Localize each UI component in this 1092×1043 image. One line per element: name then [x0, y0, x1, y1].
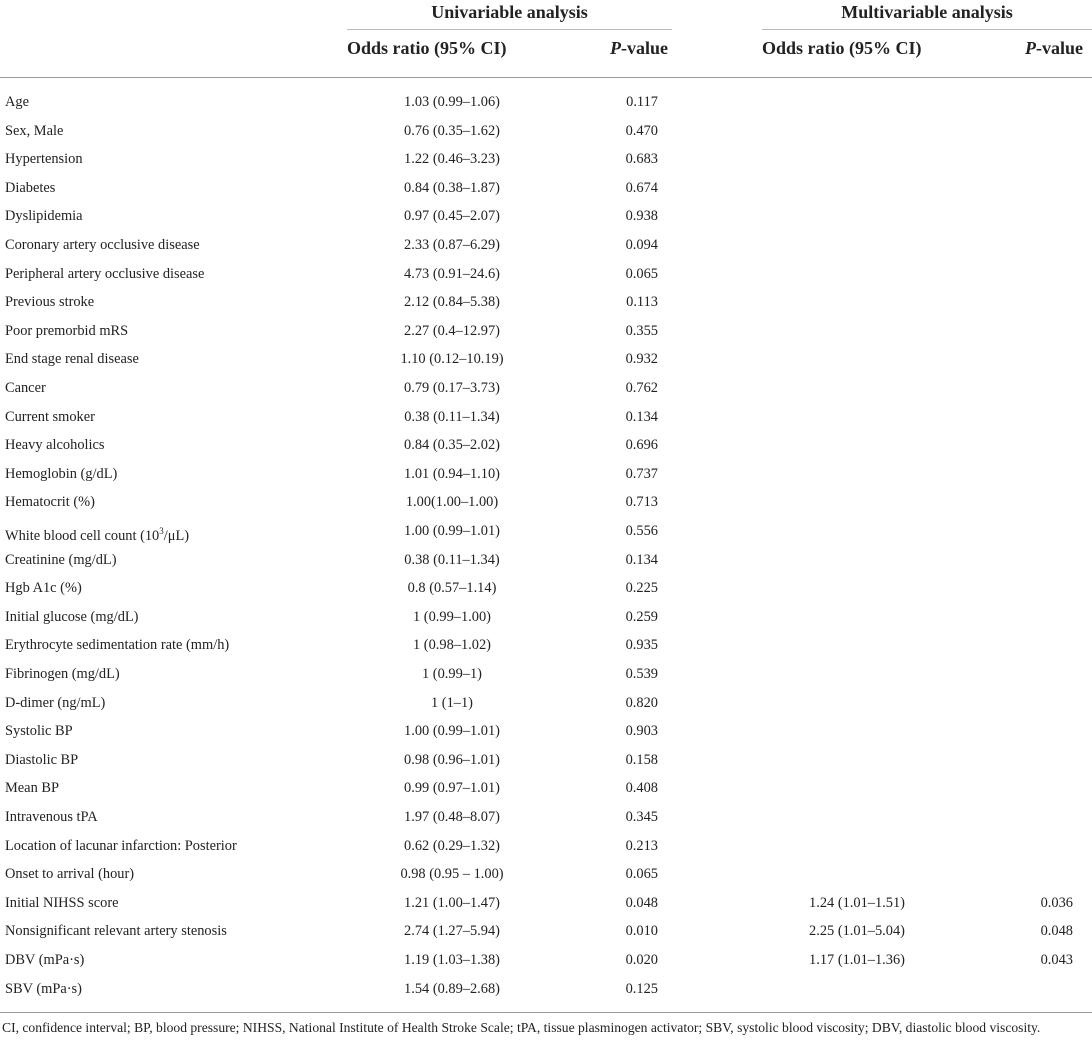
variable-cell: Initial NIHSS score [5, 894, 119, 911]
uni-or-cell: 1.21 (1.00–1.47) [404, 894, 500, 911]
table-row [0, 517, 1092, 545]
table-row [0, 117, 1092, 145]
uni-p-cell: 0.010 [625, 923, 658, 940]
multi-or-cell: 2.25 (1.01–5.04) [809, 923, 905, 940]
uni-p-cell: 0.065 [625, 866, 658, 883]
variable-cell: Sex, Male [5, 122, 64, 139]
variable-cell: Dyslipidemia [5, 208, 83, 225]
variable-cell: Hgb A1c (%) [5, 580, 82, 597]
table-row [0, 174, 1092, 202]
uni-or-cell: 0.99 (0.97–1.01) [404, 780, 500, 797]
footnote: CI, confidence interval; BP, blood pressure; NIHSS, National Institute of Health Stroke Scale; tPA, tissue plasminogen activator; SBV, systolic blood viscosity; DBV, diastolic blood viscosity. [2, 1020, 1041, 1035]
variable-cell: Location of lacunar infarction: Posterior [5, 837, 237, 854]
uni-p-cell: 0.065 [625, 265, 658, 282]
table-row [0, 917, 1092, 945]
uni-p-cell: 0.113 [626, 294, 658, 311]
variable-cell: Heavy alcoholics [5, 437, 105, 454]
uni-or-cell: 0.38 (0.11–1.34) [404, 408, 500, 425]
variable-cell: Diastolic BP [5, 751, 79, 768]
uni-p-cell: 0.674 [625, 179, 658, 196]
uni-or-cell: 2.33 (0.87–6.29) [404, 237, 500, 253]
multi-p-cell: 0.043 [1040, 952, 1073, 968]
uni-p-cell: 0.355 [625, 322, 658, 339]
bottom-rule [0, 1012, 1092, 1013]
uni-p-cell: 0.539 [625, 666, 658, 682]
table-row [0, 975, 1092, 1003]
uni-p-cell: 0.158 [625, 751, 658, 768]
uni-or-cell: 1 (1–1) [431, 694, 473, 711]
table-row [0, 345, 1092, 373]
variable-cell: Hemoglobin (g/dL) [5, 465, 118, 482]
table-row [0, 202, 1092, 230]
uni-p-cell: 0.048 [625, 894, 658, 911]
uni-or-cell: 1.00 (0.99–1.01) [404, 723, 500, 740]
uni-or-cell: 1.00 (0.99–1.01) [404, 523, 500, 539]
table-row [0, 317, 1092, 345]
variable-cell: Current smoker [5, 408, 95, 425]
table-row [0, 546, 1092, 574]
uni-p-cell: 0.134 [625, 408, 658, 425]
variable-cell: Onset to arrival (hour) [5, 866, 135, 883]
uni-or-cell: 0.62 (0.29–1.32) [404, 837, 500, 854]
uni-p-cell: 0.903 [625, 723, 658, 740]
uni-p-cell: 0.556 [625, 523, 658, 539]
uni-or-cell: 0.98 (0.95 – 1.00) [400, 866, 504, 883]
uni-or-cell: 1.00(1.00–1.00) [405, 494, 499, 511]
variable-cell: Previous stroke [5, 294, 95, 311]
table-row [0, 631, 1092, 659]
uni-or-cell: 4.73 (0.91–24.6) [404, 265, 500, 282]
table-row [0, 374, 1092, 402]
variable-cell: SBV (mPa·s) [5, 980, 82, 997]
table-row [0, 860, 1092, 888]
uni-p-cell: 0.259 [625, 608, 658, 625]
uni-p-cell: 0.225 [625, 580, 658, 597]
variable-cell: Age [5, 94, 29, 110]
variable-cell: Diabetes [5, 179, 56, 196]
uni-or-cell: 0.8 (0.57–1.14) [407, 580, 497, 597]
variable-cell: D-dimer (ng/mL) [5, 694, 106, 711]
variable-cell: Nonsignificant relevant artery stenosis [5, 923, 227, 940]
uni-p-cell: 0.094 [625, 237, 658, 253]
table-row [0, 889, 1092, 917]
uni-p-cell: 0.408 [625, 780, 658, 797]
uni-p-cell: 0.117 [626, 94, 658, 110]
uni-p-cell: 0.345 [625, 809, 658, 825]
multi-p-header: P-value [1025, 38, 1083, 58]
uni-or-cell: 1 (0.98–1.02) [413, 637, 491, 654]
variable-cell: Poor premorbid mRS [5, 322, 129, 339]
table-row [0, 689, 1092, 717]
table-row [0, 832, 1092, 860]
uni-or-cell: 0.97 (0.45–2.07) [404, 208, 500, 225]
table-row [0, 460, 1092, 488]
table-row [0, 288, 1092, 316]
uni-or-cell: 0.79 (0.17–3.73) [404, 380, 500, 396]
variable-cell: Mean BP [5, 780, 59, 797]
table-row [0, 660, 1092, 688]
uni-p-cell: 0.713 [625, 494, 658, 511]
table-row [0, 231, 1092, 259]
header-rule [0, 77, 1092, 78]
multi-or-header: Odds ratio (95% CI) [762, 38, 922, 58]
uni-p-cell: 0.470 [625, 122, 658, 139]
table-row [0, 431, 1092, 459]
uni-or-cell: 1.01 (0.94–1.10) [404, 465, 500, 482]
uni-p-cell: 0.696 [625, 437, 658, 454]
table-row [0, 946, 1092, 974]
variable-cell: Initial glucose (mg/dL) [5, 608, 139, 625]
variable-cell: Erythrocyte sedimentation rate (mm/h) [5, 637, 230, 654]
variable-cell: Hypertension [5, 151, 83, 168]
univariable-header: Univariable analysis [431, 2, 588, 22]
table-row [0, 260, 1092, 288]
univariable-underline [347, 29, 672, 30]
uni-or-cell: 2.74 (1.27–5.94) [404, 923, 500, 940]
uni-p-cell: 0.932 [625, 351, 658, 368]
table-row [0, 774, 1092, 802]
multi-p-cell: 0.048 [1040, 923, 1073, 940]
variable-cell: White blood cell count $(10^3/\mu L)$ [5, 526, 190, 544]
table-row [0, 488, 1092, 516]
variable-cell: Peripheral artery occlusive disease [5, 265, 205, 282]
uni-p-cell: 0.820 [625, 694, 658, 711]
multi-p-cell: 0.036 [1040, 894, 1073, 911]
uni-or-cell: 1.22 (0.46–3.23) [404, 151, 500, 168]
uni-or-cell: 0.38 (0.11–1.34) [404, 551, 500, 568]
variable-cell: Hematocrit (%) [5, 494, 95, 511]
variable-cell: Fibrinogen (mg/dL) [5, 666, 120, 682]
uni-or-header: Odds ratio (95% CI) [347, 38, 507, 58]
variable-cell: Systolic BP [5, 723, 73, 740]
uni-p-cell: 0.737 [625, 465, 658, 482]
table-row [0, 746, 1092, 774]
variable-cell: Creatinine (mg/dL) [5, 551, 117, 568]
table-row [0, 88, 1092, 116]
uni-p-cell: 0.762 [625, 380, 658, 396]
table-row [0, 403, 1092, 431]
multivariable-header: Multivariable analysis [841, 2, 1013, 22]
uni-or-cell: 2.27 (0.4–12.97) [404, 322, 500, 339]
variable-cell: Intravenous tPA [5, 809, 98, 825]
uni-p-cell: 0.935 [625, 637, 658, 654]
uni-or-cell: 1.10 (0.12–10.19) [400, 351, 504, 368]
uni-or-cell: 1.97 (0.48–8.07) [404, 809, 500, 825]
uni-or-cell: 2.12 (0.84–5.38) [404, 294, 500, 311]
variable-cell: Cancer [5, 380, 46, 396]
uni-or-cell: 0.84 (0.38–1.87) [404, 179, 500, 196]
uni-p-cell: 0.213 [625, 837, 658, 854]
multi-or-cell: 1.17 (1.01–1.36) [809, 952, 905, 968]
uni-p-cell: 0.020 [625, 952, 658, 968]
uni-p-cell: 0.938 [625, 208, 658, 225]
uni-or-cell: 0.84 (0.35–2.02) [404, 437, 500, 454]
uni-or-cell: 0.76 (0.35–1.62) [404, 122, 500, 139]
uni-or-cell: 1 (0.99–1.00) [413, 608, 491, 625]
variable-cell: Coronary artery occlusive disease [5, 237, 200, 253]
uni-or-cell: 1.54 (0.89–2.68) [404, 980, 500, 997]
table-row [0, 603, 1092, 631]
table-row [0, 803, 1092, 831]
uni-or-cell: 0.98 (0.96–1.01) [404, 751, 500, 768]
uni-or-cell: 1.03 (0.99–1.06) [404, 94, 500, 110]
table-row [0, 717, 1092, 745]
multivariable-underline [762, 29, 1092, 30]
uni-p-cell: 0.683 [625, 151, 658, 168]
uni-or-cell: 1 (0.99–1) [422, 666, 482, 682]
uni-or-cell: 1.19 (1.03–1.38) [404, 952, 500, 968]
uni-p-cell: 0.125 [625, 980, 658, 997]
multi-or-cell: 1.24 (1.01–1.51) [809, 894, 905, 911]
table-row [0, 145, 1092, 173]
variable-cell: DBV (mPa·s) [5, 952, 85, 968]
uni-p-cell: 0.134 [625, 551, 658, 568]
variable-cell: End stage renal disease [5, 351, 139, 368]
table-row [0, 574, 1092, 602]
uni-p-header: P-value [610, 38, 668, 58]
